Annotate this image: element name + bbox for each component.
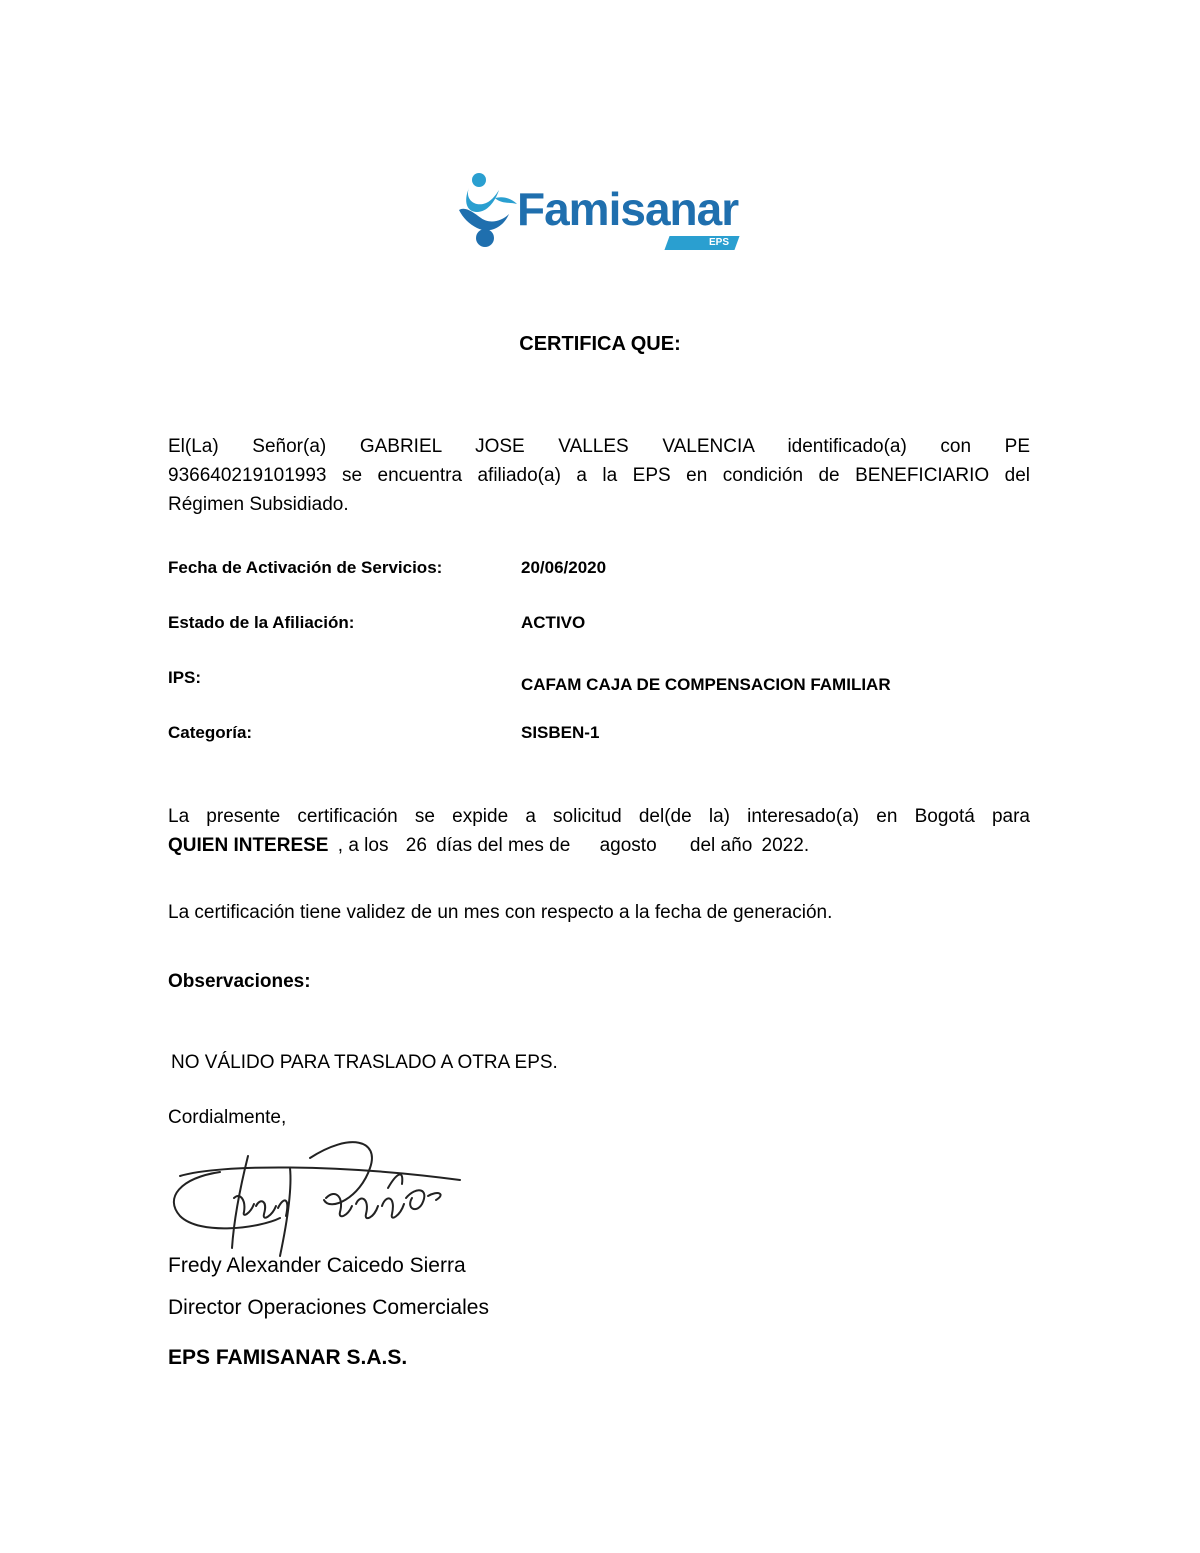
certificate-heading: CERTIFICA QUE: bbox=[519, 333, 681, 355]
validity-text: La certificación tiene validez de un mes con respecto a la fecha de generación. bbox=[168, 902, 833, 923]
affiliation-status-label: Estado de la Afiliación: bbox=[168, 613, 355, 632]
signatory-name: Fredy Alexander Caicedo Sierra bbox=[168, 1254, 466, 1277]
issuance-days-text: días del mes de bbox=[436, 835, 571, 856]
observations-text: NO VÁLIDO PARA TRASLADO A OTRA EPS. bbox=[171, 1052, 558, 1073]
issuance-year-text: del año bbox=[689, 835, 753, 856]
logo-wordmark: Famisanar bbox=[517, 183, 739, 235]
intro-line-3: Régimen Subsidiado. bbox=[168, 494, 349, 515]
issuance-year: 2022 bbox=[761, 835, 804, 856]
closing-text: Cordialmente, bbox=[168, 1107, 287, 1128]
activation-date-label: Fecha de Activación de Servicios: bbox=[168, 558, 443, 577]
issuance-paragraph bbox=[168, 802, 1030, 860]
activation-date-value: 20/06/2020 bbox=[521, 558, 607, 577]
issuance-line-1: La presente certificación se expide a solicitud del(de la) interesado(a) en Bogotá para bbox=[168, 806, 1030, 827]
issuance-end: . bbox=[803, 835, 810, 856]
issuance-line-2 bbox=[168, 831, 1030, 860]
famisanar-logo bbox=[455, 168, 745, 256]
intro-paragraph bbox=[168, 432, 1030, 519]
intro-line-1: El(La) Señor(a) GABRIEL JOSE VALLES VALENCIA identificado(a) con PE bbox=[168, 436, 1030, 457]
issuance-month: agosto bbox=[599, 835, 657, 856]
company-name: EPS FAMISANAR S.A.S. bbox=[168, 1346, 408, 1369]
ips-value: CAFAM CAJA DE COMPENSACION FAMILIAR bbox=[521, 675, 891, 694]
issuance-a-los: , a los bbox=[337, 835, 389, 856]
intro-line-2: 936640219101993 se encuentra afiliado(a) a la EPS en condición de BENEFICIARIO del bbox=[168, 465, 1030, 486]
observations-label: Observaciones: bbox=[168, 971, 311, 992]
signatory-title: Director Operaciones Comerciales bbox=[168, 1296, 489, 1319]
handwritten-signature bbox=[160, 1128, 470, 1268]
category-label: Categoría: bbox=[168, 723, 253, 742]
logo-eps-label: EPS bbox=[708, 237, 729, 248]
issuance-day: 26 bbox=[405, 835, 427, 856]
famisanar-figure-icon bbox=[455, 168, 525, 256]
logo-eps-tag bbox=[664, 236, 739, 250]
issuance-recipient: QUIEN INTERESE bbox=[168, 835, 329, 856]
ips-label: IPS: bbox=[168, 668, 202, 687]
affiliation-status-value: ACTIVO bbox=[521, 613, 586, 632]
category-value: SISBEN-1 bbox=[521, 723, 600, 742]
